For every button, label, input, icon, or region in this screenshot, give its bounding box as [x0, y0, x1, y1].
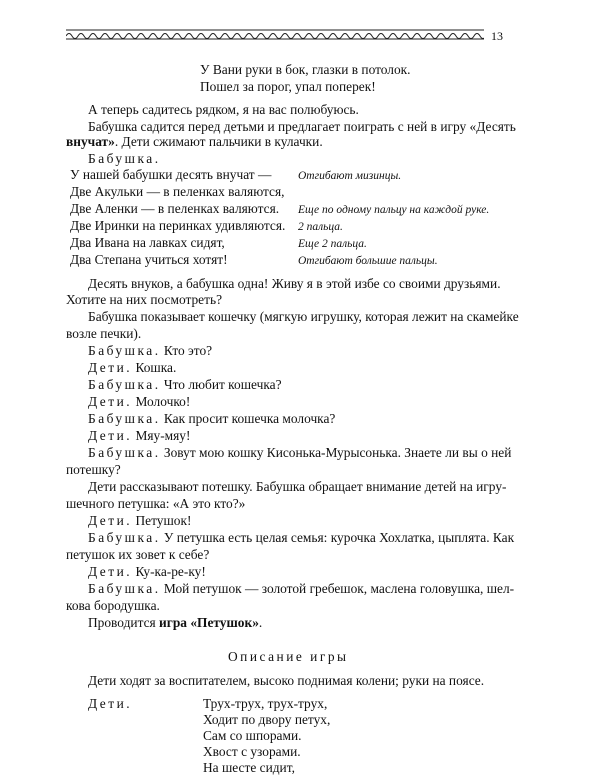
dialogue-line	[88, 410, 530, 428]
verse-line: Хвост с узорами.	[203, 744, 301, 759]
header-ornament	[66, 24, 536, 44]
line-text: Ку-ка-ре-ку!	[132, 564, 206, 579]
game-name-bold: внучат»	[66, 134, 115, 149]
stage-note: Еще 2 пальца.	[298, 238, 367, 250]
line-text: Как просит кошечка молочка?	[160, 411, 336, 426]
game-name-bold: игра «Петушок»	[159, 615, 259, 630]
paragraph	[66, 614, 508, 632]
dialogue-line	[88, 376, 530, 394]
verse-line: Сам со шпорами.	[203, 728, 302, 743]
paragraph: Бабушка садится перед детьми и предлагает поиграть с ней в игру «Десять	[88, 119, 516, 134]
dialogue-line	[88, 563, 530, 581]
speaker: Дети.	[88, 428, 133, 443]
dialogue-line	[88, 393, 530, 411]
speaker: Бабушка.	[88, 343, 161, 358]
dialogue-line	[88, 529, 530, 547]
verse-line: Пошел за порог, упал поперек!	[200, 79, 376, 94]
paragraph: петушок их зовет к себе?	[66, 547, 210, 562]
paragraph: потешку?	[66, 462, 121, 477]
dialogue-line	[88, 342, 530, 360]
line-text: Что любит кошечка?	[160, 377, 282, 392]
paragraph: Десять внуков, а бабушка одна! Живу я в этой избе со своими друзьями.	[88, 276, 501, 291]
verse-line: У Вани руки в бок, глазки в потолок.	[200, 62, 411, 77]
dialogue-line	[88, 427, 530, 445]
line-text: Петушок!	[132, 513, 192, 528]
line-text: У петушка есть целая семья: курочка Хохлатка, цыплята. Как	[160, 530, 515, 545]
stage-note: Отгибают большие пальцы.	[298, 255, 438, 267]
speaker: Бабушка.	[88, 530, 161, 545]
verse-line: Трух-трух, трух-трух,	[203, 696, 328, 711]
dialogue-line	[88, 512, 530, 530]
rhyme-line: Два Ивана на лавках сидят,	[70, 235, 225, 250]
paragraph-text: Проводится	[88, 615, 160, 630]
speaker: Бабушка.	[88, 377, 161, 392]
line-text: Мой петушок — золотой гребешок, маслена головушка, шел-	[160, 581, 515, 596]
speaker-label: Бабушка.	[88, 151, 161, 166]
decorative-border	[66, 28, 484, 40]
speaker: Бабушка.	[88, 411, 161, 426]
rhyme-line: Два Степана учиться хотят!	[70, 252, 228, 267]
rhyme-line: У нашей бабушки десять внучат —	[70, 167, 272, 182]
dialogue-line	[88, 359, 530, 377]
paragraph: А теперь садитесь рядком, я на вас полюбуюсь.	[88, 102, 359, 117]
speaker: Дети.	[88, 696, 133, 711]
rhyme-line: Две Иринки на перинках удивляются.	[70, 218, 286, 233]
verse-line: На шесте сидит,	[203, 760, 295, 775]
paragraph: кова бородушка.	[66, 598, 160, 613]
paragraph: Хотите на них посмотреть?	[66, 292, 223, 307]
speaker: Дети.	[88, 394, 133, 409]
paragraph: Бабушка показывает кошечку (мягкую игрушку, которая лежит на скамейке	[88, 309, 519, 324]
line-text: Кошка.	[132, 360, 177, 375]
dialogue-line	[88, 444, 530, 462]
line-text: Зовут мою кошку Кисонька-Мурысонька. Знаете ли вы о ней	[160, 445, 512, 460]
paragraph	[66, 133, 508, 151]
stage-note: Еще по одному пальцу на каждой руке.	[298, 204, 490, 216]
paragraph-text: . Дети сжимают пальчики в кулачки.	[114, 134, 323, 149]
stage-note: 2 пальца.	[298, 221, 343, 233]
section-title: Описание игры	[228, 649, 349, 664]
speaker: Бабушка.	[88, 445, 161, 460]
stage-note: Отгибают мизинцы.	[298, 170, 402, 182]
rhyme-line: Две Аленки — в пеленках валяются.	[70, 201, 280, 216]
dialogue-line	[88, 580, 530, 598]
speaker: Бабушка.	[88, 581, 161, 596]
speaker: Дети.	[88, 360, 133, 375]
paragraph: возле печки).	[66, 326, 142, 341]
line-text: Кто это?	[160, 343, 213, 358]
paragraph: Дети ходят за воспитателем, высоко поднимая колени; руки на поясе.	[88, 673, 485, 688]
line-text: Мяу-мяу!	[132, 428, 191, 443]
line-text: Молочко!	[132, 394, 191, 409]
paragraph: шечного петушка: «А это кто?»	[66, 496, 246, 511]
paragraph: Дети рассказывают потешку. Бабушка обращает внимание детей на игру-	[88, 479, 507, 494]
verse-line: Ходит по двору петух,	[203, 712, 331, 727]
rhyme-line: Две Акульки — в пеленках валяются,	[70, 184, 285, 199]
speaker: Дети.	[88, 564, 133, 579]
paragraph-text: .	[258, 615, 263, 630]
page-number: 13	[491, 29, 503, 43]
speaker: Дети.	[88, 513, 133, 528]
